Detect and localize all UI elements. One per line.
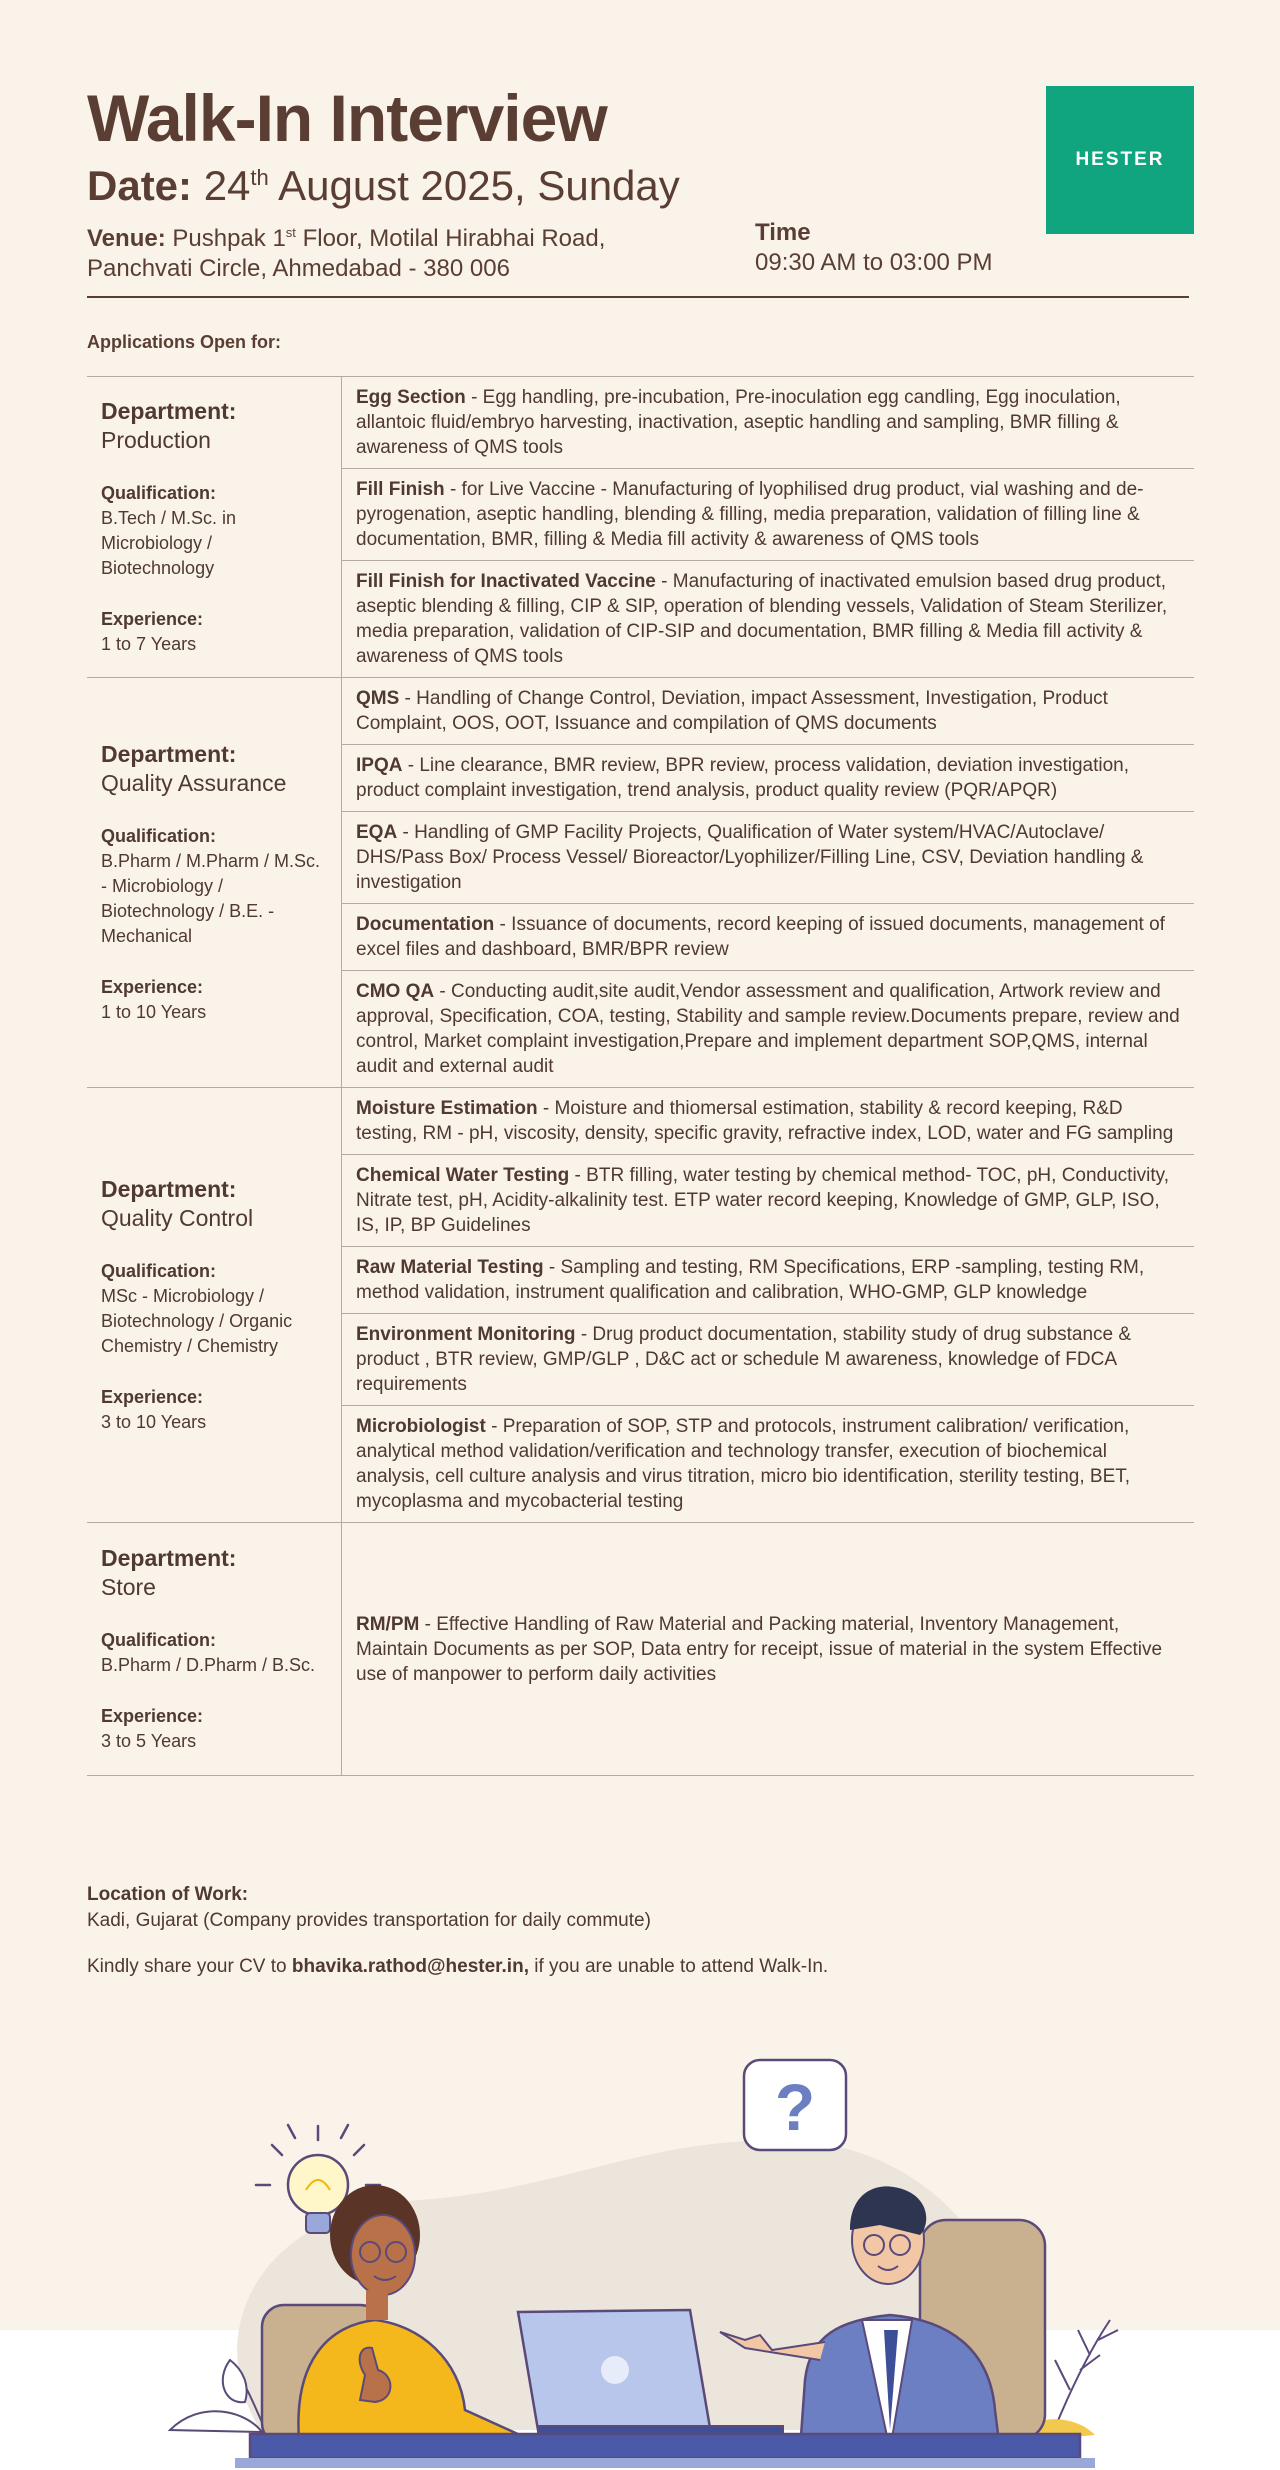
- interview-date: Date: 24th August 2025, Sunday: [87, 162, 680, 209]
- department-store: Department: Store Qualification: B.Pharm / D.Pharm / B.Sc. Experience: 3 to 5 Years: [87, 1523, 342, 1776]
- role-cmo-qa: CMO QA - Conducting audit,site audit,Vendor assessment and qualification, Artwork review and approval, Specification, COA, testing, Stability and sample review.Documents prepare, review and control, Market complaint investigation,Prepare and implement department SOP,QMS, internal audit and external audit: [342, 971, 1195, 1088]
- question-mark: ?: [774, 2070, 816, 2144]
- role-egg-section: Egg Section - Egg handling, pre-incubation, Pre-inoculation egg candling, Egg inoculation, allantoic fluid/embryo harvesting, inactivation, aseptic handling and sampling, BMR filling & awareness of QMS tools: [342, 377, 1195, 469]
- role-documentation: Documentation - Issuance of documents, record keeping of issued documents, management of excel files and dashboard, BMR/BPR review: [342, 904, 1195, 971]
- role-microbiologist: Microbiologist - Preparation of SOP, STP and protocols, instrument calibration/ verification, analytical method validation/verification and technology transfer, execution of biochemical analysis, cell culture analysis and virus titration, micro bio identification, sterility testing, BET, mycoplasma and mycobacterial testing: [342, 1406, 1195, 1523]
- hester-logo: HESTER: [1046, 86, 1194, 234]
- venue: Venue: Pushpak 1st Floor, Motilal Hirabhai Road, Panchvati Circle, Ahmedabad - 380 006: [87, 225, 606, 282]
- role-fill-finish: Fill Finish - for Live Vaccine - Manufacturing of lyophilised drug product, vial washing and de-pyrogenation, aseptic handling, blending & filling, media preparation, validation of filling line & documentation, BMR, filling & Media fill activity & awareness of QMS tools: [342, 469, 1195, 561]
- job-openings-table: [87, 376, 1194, 1776]
- role-environment-monitoring: Environment Monitoring - Drug product documentation, stability study of drug substance & product , BTR review, GMP/GLP , D&C act or schedule M awareness, knowledge of FDCA requirements: [342, 1314, 1195, 1406]
- interview-illustration: [0, 2030, 1280, 2470]
- role-rm-pm: RM/PM - Effective Handling of Raw Material and Packing material, Inventory Management, Maintain Documents as per SOP, Data entry for receipt, issue of material in the system Effective use of manpower to perform daily activities: [342, 1523, 1195, 1776]
- work-location: Location of Work: Kadi, Gujarat (Company provides transportation for daily commute): [87, 1884, 651, 1931]
- role-fill-finish-inactivated: Fill Finish for Inactivated Vaccine - Manufacturing of inactivated emulsion based drug product, aseptic blending & filling, CIP & SIP, operation of blending vessels, Validation of Steam Sterilizer, media preparation, validation of CIP-SIP and documentation, BMR filling & Media fill activity & awareness of QMS tools: [342, 561, 1195, 678]
- contact-email[interactable]: bhavika.rathod@hester.in,: [291, 1956, 529, 1977]
- table-row: [87, 1523, 1194, 1776]
- role-ipqa: IPQA - Line clearance, BMR review, BPR review, process validation, deviation investigation, product complaint investigation, trend analysis, product quality review (PQR/APQR): [342, 745, 1195, 812]
- role-eqa: EQA - Handling of GMP Facility Projects, Qualification of Water system/HVAC/Autoclave/ DHS/Pass Box/ Process Vessel/ Bioreactor/Lyophilizer/Filling Line, CSV, Deviation handling & investigation: [342, 812, 1195, 904]
- interview-time: Time 09:30 AM to 03:00 PM: [755, 219, 993, 276]
- desk: [250, 2434, 1080, 2458]
- department-quality-assurance: Department: Quality Assurance Qualification: B.Pharm / M.Pharm / M.Sc. - Microbiology / Biotechnology / B.E. - Mechanical Experience: 1 to 10 Years: [87, 678, 342, 1088]
- role-raw-material-testing: Raw Material Testing - Sampling and testing, RM Specifications, ERP -sampling, testing RM, method validation, instrument qualification and calibration, WHO-GMP, GLP knowledge: [342, 1247, 1195, 1314]
- department-production: Department: Production Qualification: B.Tech / M.Sc. in Microbiology / Biotechnology Experience: 1 to 7 Years: [87, 377, 342, 678]
- page-title: Walk-In Interview: [87, 81, 607, 155]
- role-chemical-water-testing: Chemical Water Testing - BTR filling, water testing by chemical method- TOC, pH, Conductivity, Nitrate test, pH, Acidity-alkalinity test. ETP water record keeping, Knowledge of GMP, GLP, ISO, IS, IP, BP Guidelines: [342, 1155, 1195, 1247]
- header-divider: [87, 296, 1189, 298]
- role-moisture-estimation: Moisture Estimation - Moisture and thiomersal estimation, stability & record keeping, R&D testing, RM - pH, viscosity, density, specific gravity, refractive index, LOD, water and FG sampling: [342, 1088, 1195, 1155]
- role-qms: QMS - Handling of Change Control, Deviation, impact Assessment, Investigation, Product Complaint, OOS, OOT, Issuance and compilation of QMS documents: [342, 678, 1195, 745]
- table-row: [87, 678, 1194, 745]
- department-quality-control: Department: Quality Control Qualification: MSc - Microbiology / Biotechnology / Organic Chemistry / Chemistry Experience: 3 to 10 Years: [87, 1088, 342, 1523]
- speech-bubble-icon: [744, 2060, 846, 2150]
- share-cv-note: Kindly share your CV to bhavika.rathod@hester.in, if you are unable to attend Walk-In.: [87, 1956, 829, 1977]
- desk-shadow: [235, 2458, 1095, 2468]
- applications-heading: Applications Open for:: [87, 332, 282, 352]
- table-row: [87, 377, 1194, 469]
- table-row: [87, 1088, 1194, 1155]
